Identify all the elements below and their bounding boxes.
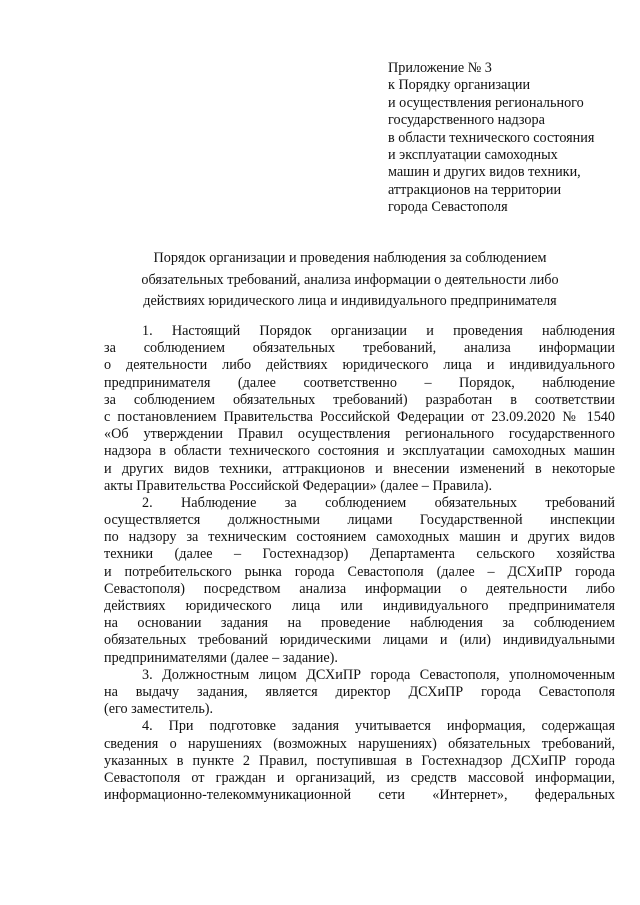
paragraph-1-line: за соблюдением обязательных требований) разработан в соответствии [104, 391, 615, 408]
appendix-line: в области технического состояния [388, 129, 595, 146]
appendix-line: города Севастополя [388, 199, 508, 216]
appendix-line: Приложение № 3 [388, 60, 492, 76]
title-line: Порядок организации и проведения наблюдения за соблюдением [153, 250, 547, 266]
paragraph-1-line: акты Правительства Российской Федерации» (далее – Правила). [104, 477, 493, 494]
paragraph-4-line: указанных в пункте 2 Правил, поступившая в Гостехнадзор ДСХиПР города [104, 752, 615, 769]
paragraph-2-line: предпринимателями (далее – задание). [104, 649, 338, 666]
paragraph-2-line: обязательных требований юридическими лицами и (или) индивидуальными [104, 632, 615, 649]
paragraph-2-line: и потребительского рынка города Севастополя (далее – ДСХиПР города [104, 563, 615, 580]
appendix-line: государственного надзора [388, 112, 545, 129]
paragraph-3-line: (его заместитель). [104, 701, 214, 718]
paragraph-2-line: Севастополя) посредством анализа информации о деятельности либо [104, 580, 615, 597]
paragraph-2-line: 2. Наблюдение за соблюдением обязательных требований [142, 494, 615, 511]
appendix-line: и осуществления регионального [388, 94, 584, 111]
paragraph-2-line: осуществляется должностными лицами Государственной инспекции [104, 512, 615, 529]
paragraph-1-line: 1. Настоящий Порядок организации и проведения наблюдения [142, 323, 615, 339]
paragraph-4-line: 4. При подготовке задания учитывается информация, содержащая [142, 718, 615, 735]
paragraph-4-line: информационно-телекоммуникационной сети «Интернет», федеральных [104, 787, 615, 804]
paragraph-4-line: сведения о нарушениях (возможных нарушениях) обязательных требований, [104, 735, 615, 752]
title-line: действиях юридического лица и индивидуального предпринимателя [143, 293, 557, 309]
document-title [100, 248, 600, 313]
paragraph-1-line: предпринимателя (далее соответственно – Порядок, наблюдение [104, 374, 615, 391]
paragraph-1-line: о деятельности либо действиях юридического лица и индивидуального [104, 357, 615, 374]
paragraph-1-line: и других видов техники, аттракционов и внесении изменений в некоторые [104, 460, 615, 477]
appendix-line: и эксплуатации самоходных [388, 147, 558, 164]
title-line: обязательных требований, анализа информации о деятельности либо [141, 271, 559, 288]
paragraph-1-line: за соблюдением обязательных требований, анализа информации [104, 340, 615, 357]
paragraph-4-line: Севастополя от граждан и организаций, из средств массовой информации, [104, 769, 615, 786]
appendix-line: машин и других видов техники, [388, 164, 581, 181]
paragraph-2-line: действиях юридического лица или индивидуального предпринимателя [104, 598, 615, 614]
document-body [104, 323, 615, 804]
paragraph-1-line: надзора в области технического состояния и эксплуатации самоходных машин [104, 443, 615, 460]
appendix-header [388, 60, 628, 217]
paragraph-1-line: с постановлением Правительства Российской Федерации от 23.09.2020 № 1540 [104, 408, 615, 425]
paragraph-3-line: 3. Должностным лицом ДСХиПР города Севастополя, уполномоченным [142, 666, 615, 683]
appendix-line: к Порядку организации [388, 77, 531, 94]
paragraph-2-line: по надзору за техническим состоянием самоходных машин и других видов [104, 529, 615, 546]
paragraph-2-line: техники (далее – Гостехнадзор) Департамента сельского хозяйства [104, 546, 615, 563]
paragraph-3-line: на выдачу задания, является директор ДСХиПР города Севастополя [104, 683, 615, 700]
paragraph-1-line: «Об утверждении Правил осуществления регионального государственного [104, 426, 615, 443]
appendix-line: аттракционов на территории [388, 181, 562, 198]
paragraph-2-line: на основании задания на проведение наблюдения за соблюдением [104, 615, 615, 632]
